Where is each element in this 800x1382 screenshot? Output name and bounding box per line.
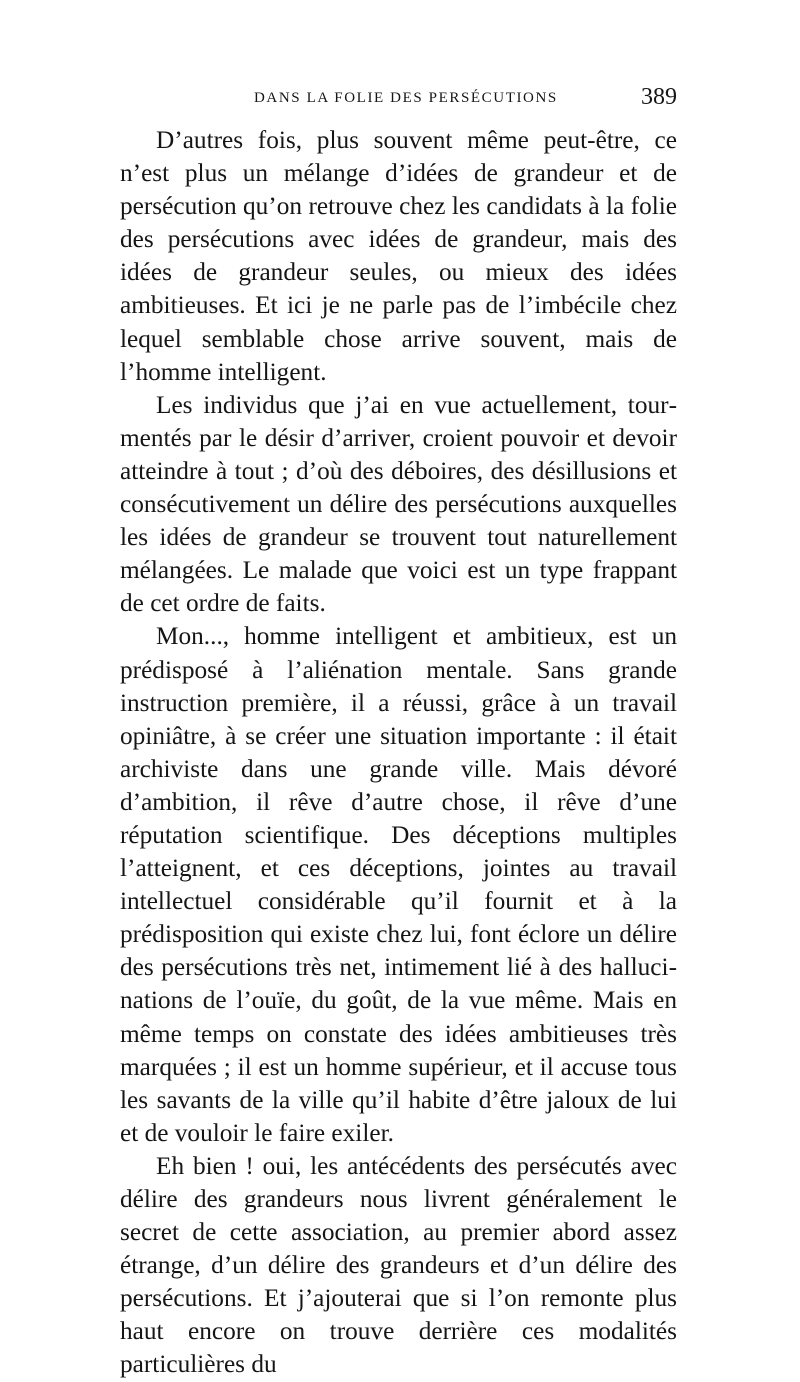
page-number: 389 — [641, 84, 677, 110]
book-page — [120, 84, 677, 1382]
paragraph-3: Mon..., homme intelligent et ambitieux, est un prédisposé à l’aliénation mentale. Sans grande instruction première, il a réussi, grâce à un travail opiniâtre, à se créer une situation importante : il était archiviste dans une grande ville. Mais dévoré d’ambition, il rêve d’autre chose, il rêve d’une réputation scientifique. Des déceptions multiples l’atteignent, et ces déceptions, jointes au travail intellectuel considérable qu’il fournit et à la prédisposition qui existe chez lui, font éclore un délire des persécutions très net, intimement lié à des hallucinations de l’ouïe, du goût, de la vue même. Mais en même temps on constate des idées ambitieuses très marquées ; il est un homme supérieur, et il accuse tous les savants de la ville qu’il habite d’être jaloux de lui et de vouloir le faire exiler. — [120, 622, 677, 1147]
paragraph-4: Eh bien ! oui, les antécédents des persécutés avec délire des grandeurs nous livrent généralement le secret de cette association, au premier abord assez étrange, d’un délire des grandeurs et d’un délire des persécutions. Et j’ajouterai que si l’on remonte plus haut encore on trouve derrière ces modalités particulières du — [120, 1151, 677, 1379]
running-title: DANS LA FOLIE DES PERSÉCUTIONS — [254, 90, 558, 106]
paragraph-2: Les individus que j’ai en vue actuellement, tourmentés par le désir d’arriver, croient pouvoir et devoir atteindre à tout ; d’où des déboires, des désillusions et consécutivement un délire des persécutions auxquelles les idées de grandeur se trouvent tout naturellement mélangées. Le malade que voici est un type frappant de cet ordre de faits. — [120, 390, 677, 618]
paragraph-1: D’autres fois, plus souvent même peut-être, ce n’est plus un mélange d’idées de grandeur et de persécution qu’on retrouve chez les candidats à la folie des persécutions avec idées de grandeur, mais des idées de grandeur seules, ou mieux des idées ambitieuses. Et ici je ne parle pas de l’imbécile chez lequel semblable chose arrive souvent, mais de l’homme intelligent. — [120, 126, 677, 386]
running-head — [120, 84, 677, 124]
body-text — [120, 124, 677, 1382]
